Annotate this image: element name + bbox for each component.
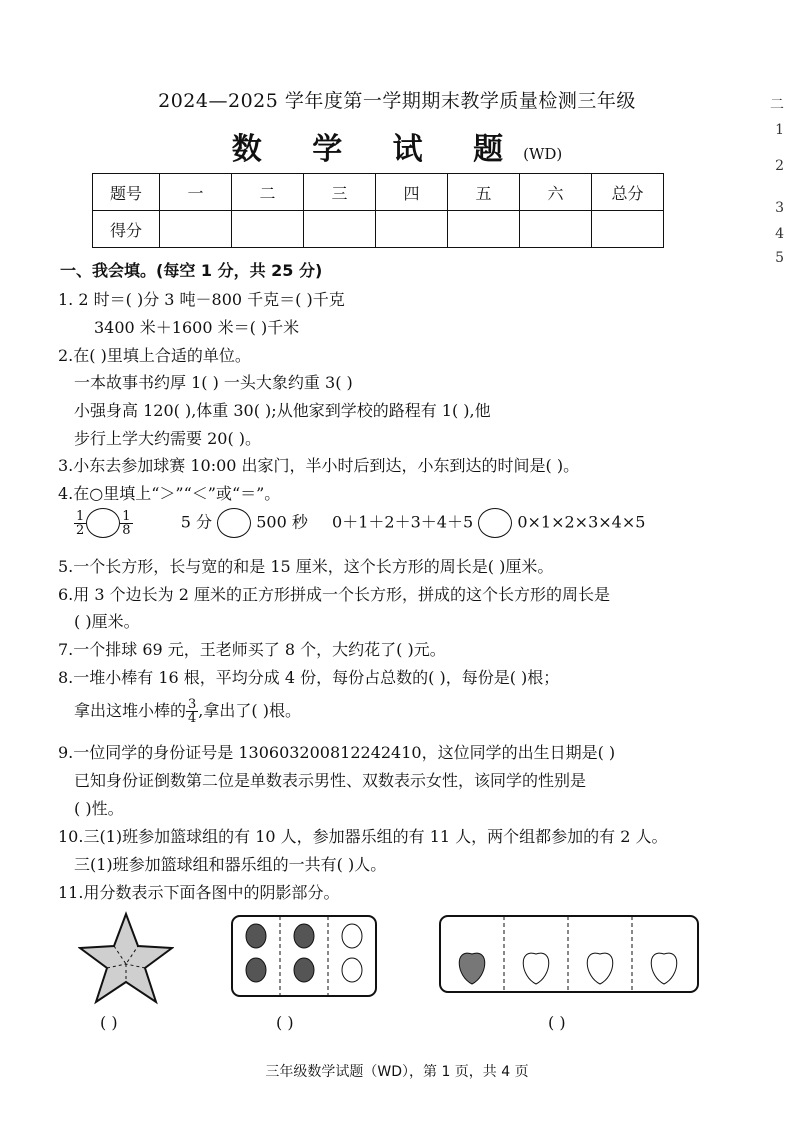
margin-mark: 2 xyxy=(775,158,784,174)
score-cell: 五 xyxy=(448,174,520,211)
compare-left: 0＋1＋2＋3＋4＋5 xyxy=(332,512,474,532)
section-heading: 一、我会填。(每空 1 分，共 25 分) xyxy=(60,261,323,280)
question-2a: 一本故事书约厚 1( ) 一头大象约重 3( ) xyxy=(74,373,353,392)
margin-mark: 4 xyxy=(775,226,784,242)
score-cell: 二 xyxy=(232,174,304,211)
question-10b: 三(1)班参加篮球组和器乐组的一共有( )人。 xyxy=(74,855,387,874)
page-footer: 三年级数学试题（WD），第 1 页，共 4 页 xyxy=(265,1064,529,1080)
question-4: 4.在○里填上“＞”“＜”或“＝”。 xyxy=(58,484,281,503)
score-header-row xyxy=(93,174,664,211)
question-1a: 1. 2 时＝( )分 3 吨－800 千克＝( )千克 xyxy=(58,290,345,309)
question-10a: 10.三(1)班参加篮球组的有 10 人，参加器乐组的有 11 人，两个组都参加的有 2 人。 xyxy=(58,827,668,846)
subject-code: (WD) xyxy=(523,145,563,163)
question-8a: 8.一堆小棒有 16 根，平均分成 4 份，每份占总数的( )，每份是( )根； xyxy=(58,668,560,687)
question-3: 3.小东去参加球赛 10:00 出家门，半小时后到达，小东到达的时间是( )。 xyxy=(58,456,580,475)
compare-right: 0×1×2×3×4×5 xyxy=(517,512,646,532)
score-blank[interactable] xyxy=(160,211,232,248)
score-blank[interactable] xyxy=(232,211,304,248)
question-7: 7.一个排球 69 元，王老师买了 8 个，大约花了( )元。 xyxy=(58,640,446,659)
compare-left: 5 分 xyxy=(180,512,213,532)
score-cell: 三 xyxy=(304,174,376,211)
question-8b xyxy=(74,698,301,725)
score-cell: 六 xyxy=(520,174,592,211)
margin-mark: 3 xyxy=(775,200,784,216)
score-table xyxy=(92,173,664,248)
score-cell: 题号 xyxy=(93,174,160,211)
question-2b: 小强身高 120( ),体重 30( );从他家到学校的路程有 1( ),他 xyxy=(74,401,491,420)
question-1b: 3400 米＋1600 米＝( )千米 xyxy=(94,318,300,337)
score-cell: 四 xyxy=(376,174,448,211)
exam-title: 2024—2025 学年度第一学期期末教学质量检测三年级 xyxy=(158,90,636,112)
fraction: $\frac{1}{8}$ xyxy=(122,508,131,538)
strawberry-figure xyxy=(230,914,378,998)
star-figure xyxy=(78,910,174,1006)
compare-circle[interactable] xyxy=(86,508,120,538)
score-blank[interactable] xyxy=(304,211,376,248)
score-blank[interactable] xyxy=(592,211,664,248)
question-6b: ( )厘米。 xyxy=(74,612,140,631)
answer-blank-2[interactable]: ( ) xyxy=(276,1013,294,1032)
q8b-text: 拿出这堆小棒的 xyxy=(74,701,187,720)
score-blank[interactable] xyxy=(448,211,520,248)
score-cell: 总分 xyxy=(592,174,664,211)
score-blank[interactable] xyxy=(520,211,592,248)
subject-title xyxy=(0,124,794,168)
question-5: 5.一个长方形，长与宽的和是 15 厘米，这个长方形的周长是( )厘米。 xyxy=(58,557,554,576)
compare-circle[interactable] xyxy=(478,508,512,538)
question-11: 11.用分数表示下面各图中的阴影部分。 xyxy=(58,883,340,902)
fraction: $\frac{1}{2}$ xyxy=(76,508,85,538)
answer-blank-3[interactable]: ( ) xyxy=(548,1013,566,1032)
fraction: $\frac{3}{4}$ xyxy=(188,697,197,726)
q8b-text: ,拿出了( )根。 xyxy=(198,701,301,720)
question-9c: ( )性。 xyxy=(74,799,124,818)
subject-name: 数 学 试 题 xyxy=(231,132,524,167)
margin-mark: 1 xyxy=(775,122,784,138)
margin-mark: 5 xyxy=(775,250,784,266)
compare-right: 500 秒 xyxy=(256,512,308,532)
grape-figure xyxy=(438,914,700,994)
question-2c: 步行上学大约需要 20( )。 xyxy=(74,429,262,448)
margin-mark: 二 xyxy=(770,97,784,113)
question-9a: 9.一位同学的身份证号是 130603200812242410，这位同学的出生日期是( ) xyxy=(58,743,616,762)
score-cell: 一 xyxy=(160,174,232,211)
score-cell: 得分 xyxy=(93,211,160,248)
score-value-row xyxy=(93,211,664,248)
answer-blank-1[interactable]: ( ) xyxy=(100,1013,118,1032)
question-9b: 已知身份证倒数第二位是单数表示男性、双数表示女性，该同学的性别是 xyxy=(74,771,587,790)
score-blank[interactable] xyxy=(376,211,448,248)
question-4-items xyxy=(74,508,645,538)
question-6a: 6.用 3 个边长为 2 厘米的正方形拼成一个长方形，拼成的这个长方形的周长是 xyxy=(58,585,610,604)
question-2: 2.在( )里填上合适的单位。 xyxy=(58,346,251,365)
compare-circle[interactable] xyxy=(217,508,251,538)
